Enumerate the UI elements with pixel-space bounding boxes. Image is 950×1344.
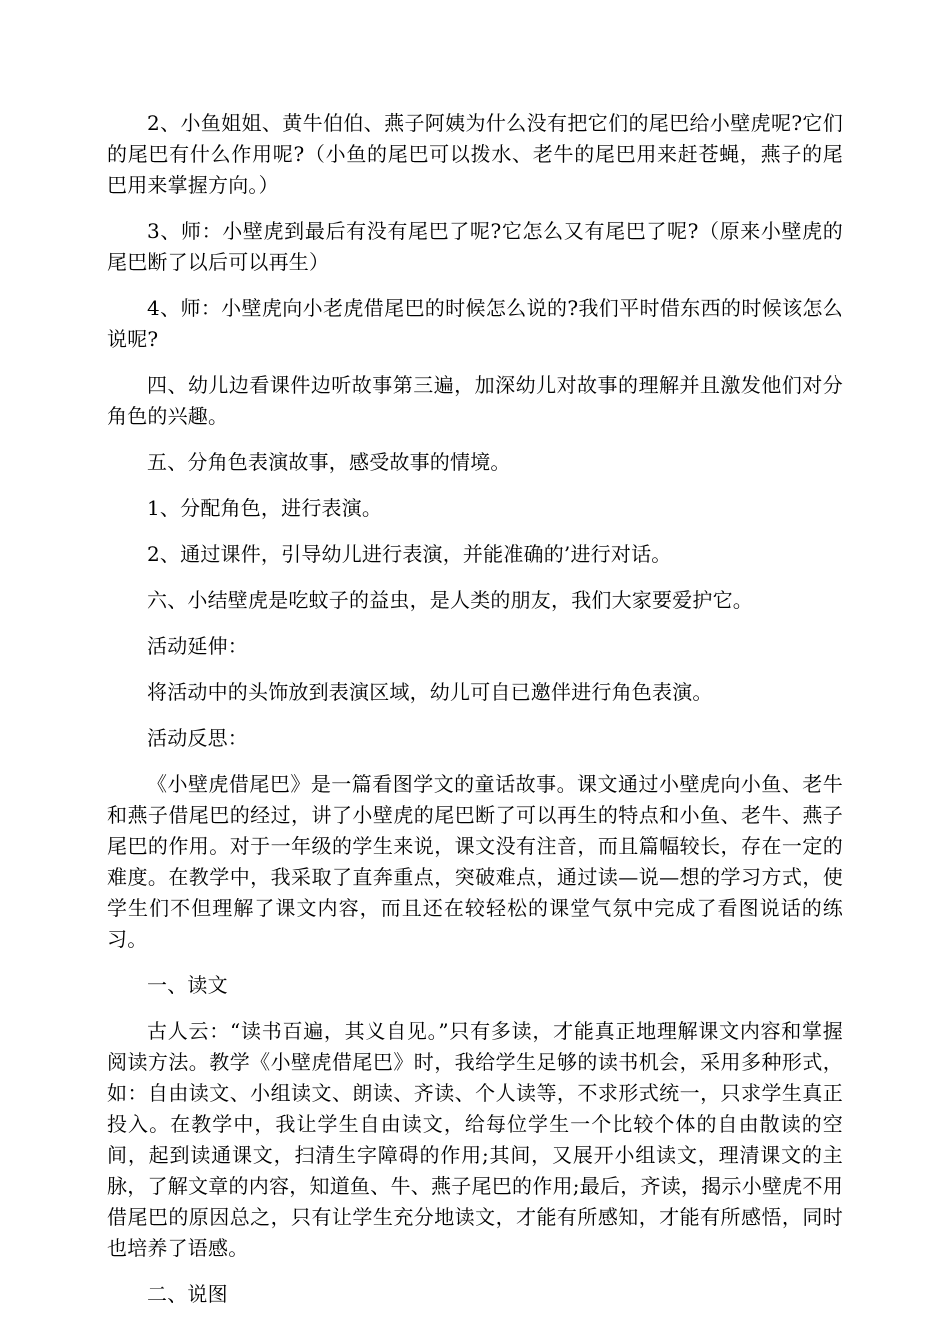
paragraph-reflection-intro: 《小壁虎借尾巴》是一篇看图学文的童话故事。课文通过小壁虎向小鱼、老牛和燕子借尾巴的经过，讲了小壁虎的尾巴断了可以再生的特点和小鱼、老牛、燕子尾巴的作用。对于一年级的学生来说，课文没有注音，而且篇幅较长，存在一定的难度。在教学中，我采取了直奔重点，突破难点，通过读—说—想的学习方式，使学生们不但理解了课文内容，而且还在较轻松的课堂气氛中完成了看图说话的练习。 (107, 772, 843, 951)
heading-reading: 一、读文 (147, 973, 228, 997)
paragraph-question-4: 4、师：小壁虎向小老虎借尾巴的时候怎么说的?我们平时借东西的时候该怎么说呢? (107, 296, 843, 351)
paragraph-reading: 古人云：“读书百遍，其义自见。”只有多读，才能真正地理解课文内容和掌握阅读方法。教学《小壁虎借尾巴》时，我给学生足够的读书机会，采用多种形式，如：自由读文、小组读文、朗读、齐读、个人读等，不求形式统一，只求学生真正投入。在教学中，我让学生自由读文，给每位学生一个比较个体的自由散读的空间，起到读通课文，扫清生字障碍的作用;其间，又展开小组读文，理清课文的主脉，了解文章的内容，知道鱼、牛、燕子尾巴的作用;最后，齐读，揭示小壁虎不用借尾巴的原因总之，只有让学生充分地读文，才能有所感知，才能有所感悟，同时也培养了语感。 (107, 1019, 843, 1260)
heading-activity-reflection: 活动反思： (147, 726, 248, 750)
paragraph-question-3: 3、师：小壁虎到最后有没有尾巴了呢?它怎么又有尾巴了呢?（原来小壁虎的尾巴断了以后可以再生） (107, 219, 843, 274)
paragraph-activity-extension: 将活动中的头饰放到表演区域，幼儿可自已邀伴进行角色表演。 (147, 680, 713, 704)
paragraph-step-4: 四、幼儿边看课件边听故事第三遍，加深幼儿对故事的理解并且激发他们对分角色的兴趣。 (107, 373, 843, 428)
paragraph-question-2: 2、小鱼姐姐、黄牛伯伯、燕子阿姨为什么没有把它们的尾巴给小壁虎呢?它们的尾巴有什么作用呢?（小鱼的尾巴可以拨水、老牛的尾巴用来赶苍蝇，燕子的尾巴用来掌握方向。） (107, 111, 843, 197)
paragraph-step-5: 五、分角色表演故事，感受故事的情境。 (147, 450, 511, 474)
heading-activity-extension: 活动延伸： (147, 634, 248, 658)
paragraph-step-5-2: 2、通过课件，引导幼儿进行表演，并能准确的’进行对话。 (147, 542, 672, 566)
paragraph-step-6: 六、小结壁虎是吃蚊子的益虫，是人类的朋友，我们大家要爱护它。 (147, 588, 753, 612)
heading-picture-talk: 二、说图 (147, 1282, 228, 1306)
paragraph-step-5-1: 1、分配角色，进行表演。 (147, 496, 383, 520)
